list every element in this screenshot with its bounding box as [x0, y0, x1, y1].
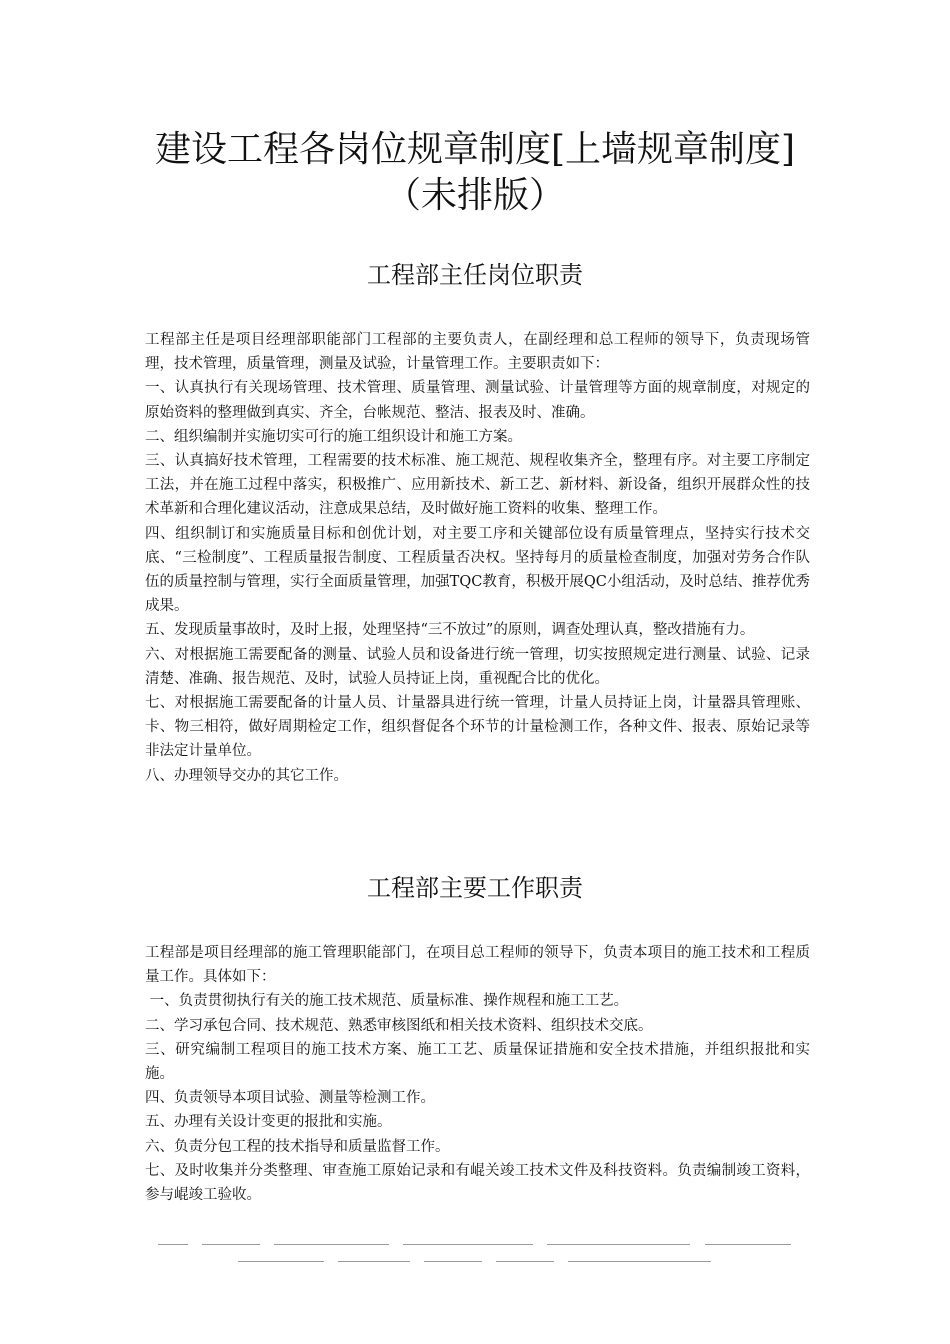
footer-rule	[403, 1244, 533, 1245]
footer-rule	[547, 1244, 690, 1245]
section-body-director-duties	[145, 328, 810, 788]
paragraph: 三、研究编制工程项目的施工技术方案、施工工艺、质量保证措施和安全技术措施，并组织报批和实施。	[145, 1041, 810, 1083]
document-subtitle: （未排版）	[384, 175, 565, 216]
paragraph: 六、负责分包工程的技术指导和质量监督工作。	[145, 1138, 450, 1155]
paragraph: 六、对根据施工需要配备的测量、试验人员和设备进行统一管理，切实按照规定进行测量、试验、记录清楚、准确、报告规范、及时，试验人员持证上岗，重视配合比的优化。	[145, 646, 810, 687]
footer-rule	[238, 1261, 324, 1262]
paragraph: 工程部是项目经理部的施工管理职能部门，在项目总工程师的领导下，负责本项目的施工技术和工程质量工作。具体如下：	[145, 945, 810, 986]
paragraph: 四、组织制订和实施质量目标和创优计划，对主要工序和关键部位设有质量管理点，坚持实行技术交底、“三检制度”、工程质量报告制度、工程质量否决权。坚持每月的质量检查制度，加强对劳务合作队伍的质量控制与管理，实行全面质量管理，加强TQC教育，积极开展QC小组活动，及时总结、推荐优秀成果。	[145, 525, 810, 615]
document-title: 建设工程各岗位规章制度[上墙规章制度]	[154, 129, 796, 170]
paragraph: 八、办理领导交办的其它工作。	[145, 767, 348, 784]
footer-rule	[274, 1244, 389, 1245]
paragraph: 五、发现质量事故时，及时上报，处理坚持“三不放过”的原则，调查处理认真，整改措施有力。	[145, 622, 755, 639]
paragraph: 工程部主任是项目经理部职能部门工程部的主要负责人，在副经理和总工程师的领导下，负责现场管理，技术管理，质量管理，测量及试验，计量管理工作。主要职责如下：	[145, 332, 810, 373]
footer-rule	[202, 1244, 260, 1245]
footer-rule	[338, 1261, 410, 1262]
paragraph: 五、办理有关设计变更的报批和实施。	[145, 1114, 392, 1131]
footer-rule	[496, 1261, 554, 1262]
footer-rule	[568, 1261, 711, 1262]
paragraph: 二、学习承包合同、技术规范、熟悉审核图纸和相关技术资料、组织技术交底。	[145, 1017, 653, 1034]
paragraph: 七、对根据施工需要配备的计量人员、计量器具进行统一管理，计量人员持证上岗，计量器具管理账、卡、物三相符，做好周期检定工作，组织督促各个环节的计量检测工作，各种文件、报表、原始记录等非法定计量单位。	[145, 695, 810, 760]
footer-rule	[705, 1244, 791, 1245]
paragraph: 三、认真搞好技术管理，工程需要的技术标准、施工规范、规程收集齐全，整理有序。对主要工序制定工法，并在施工过程中落实，积极推广、应用新技术、新工艺、新材料、新设备，组织开展群众性的技术革新和合理化建议活动，注意成果总结，及时做好施工资料的收集、整理工作。	[145, 453, 810, 518]
paragraph: 二、组织编制并实施切实可行的施工组织设计和施工方案。	[145, 428, 522, 445]
section-body-department-duties	[145, 941, 810, 1207]
paragraph: 七、及时收集并分类整理、审查施工原始记录和有崐关竣工技术文件及科技资料。负责编制竣工资料，参与崐竣工验收。	[145, 1162, 810, 1204]
footer-rule	[424, 1261, 482, 1262]
section-heading-director-duties: 工程部主任岗位职责	[367, 261, 583, 289]
footer-rule	[158, 1244, 188, 1245]
paragraph: 一、负责贯彻执行有关的施工技术规范、质量标准、操作规程和施工工艺。	[145, 993, 629, 1010]
paragraph: 四、负责领导本项目试验、测量等检测工作。	[145, 1090, 435, 1107]
section-heading-department-duties: 工程部主要工作职责	[367, 874, 583, 902]
paragraph: 一、认真执行有关现场管理、技术管理、质量管理、测量试验、计量管理等方面的规章制度，对规定的原始资料的整理做到真实、齐全，台帐规范、整洁、报表及时、准确。	[145, 380, 810, 421]
